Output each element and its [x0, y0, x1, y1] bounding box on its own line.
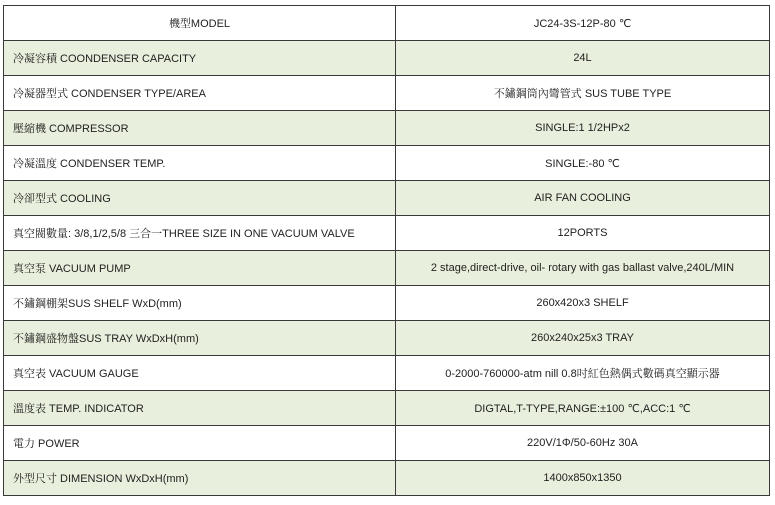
row-label: 冷凝溫度 CONDENSER TEMP.	[4, 146, 396, 181]
row-label: 真空閥數量: 3/8,1/2,5/8 三合一THREE SIZE IN ONE VACUUM VALVE	[4, 216, 396, 251]
row-label: 真空泵 VACUUM PUMP	[4, 251, 396, 286]
row-label: 外型尺寸 DIMENSION WxDxH(mm)	[4, 461, 396, 496]
row-label: 冷凝器型式 CONDENSER TYPE/AREA	[4, 76, 396, 111]
spec-table	[3, 5, 770, 496]
row-label: 壓縮機 COMPRESSOR	[4, 111, 396, 146]
row-value: SINGLE:1 1/2HPx2	[396, 111, 770, 146]
table-row	[4, 111, 770, 146]
row-label: 冷卻型式 COOLING	[4, 181, 396, 216]
table-row	[4, 251, 770, 286]
row-value: 12PORTS	[396, 216, 770, 251]
table-row	[4, 286, 770, 321]
row-value: DIGTAL,T-TYPE,RANGE:±100 ℃,ACC:1 ℃	[396, 391, 770, 426]
row-value: 260x240x25x3 TRAY	[396, 321, 770, 356]
table-row	[4, 216, 770, 251]
table-row	[4, 391, 770, 426]
model-label: 機型MODEL	[4, 6, 396, 41]
table-row	[4, 426, 770, 461]
table-row	[4, 76, 770, 111]
model-value: JC24-3S-12P-80 ℃	[396, 6, 770, 41]
table-row	[4, 41, 770, 76]
row-label: 不鏽鋼棚架SUS SHELF WxD(mm)	[4, 286, 396, 321]
row-value: 24L	[396, 41, 770, 76]
row-label: 溫度表 TEMP. INDICATOR	[4, 391, 396, 426]
row-value: 2 stage,direct-drive, oil- rotary with gas ballast valve,240L/MIN	[396, 251, 770, 286]
table-header-row	[4, 6, 770, 41]
row-value: SINGLE:-80 ℃	[396, 146, 770, 181]
table-row	[4, 461, 770, 496]
row-value: 260x420x3 SHELF	[396, 286, 770, 321]
table-row	[4, 356, 770, 391]
row-value: 220V/1Φ/50-60Hz 30A	[396, 426, 770, 461]
row-label: 冷凝容積 COONDENSER CAPACITY	[4, 41, 396, 76]
table-row	[4, 181, 770, 216]
table-row	[4, 321, 770, 356]
row-value: 不鏽鋼筒內彎管式 SUS TUBE TYPE	[396, 76, 770, 111]
row-label: 電力 POWER	[4, 426, 396, 461]
row-value: AIR FAN COOLING	[396, 181, 770, 216]
table-row	[4, 146, 770, 181]
row-label: 不鏽鋼盛物盤SUS TRAY WxDxH(mm)	[4, 321, 396, 356]
row-label: 真空表 VACUUM GAUGE	[4, 356, 396, 391]
row-value: 1400x850x1350	[396, 461, 770, 496]
row-value: 0-2000-760000-atm nill 0.8吋紅色熱偶式數碼真空顯示器	[396, 356, 770, 391]
